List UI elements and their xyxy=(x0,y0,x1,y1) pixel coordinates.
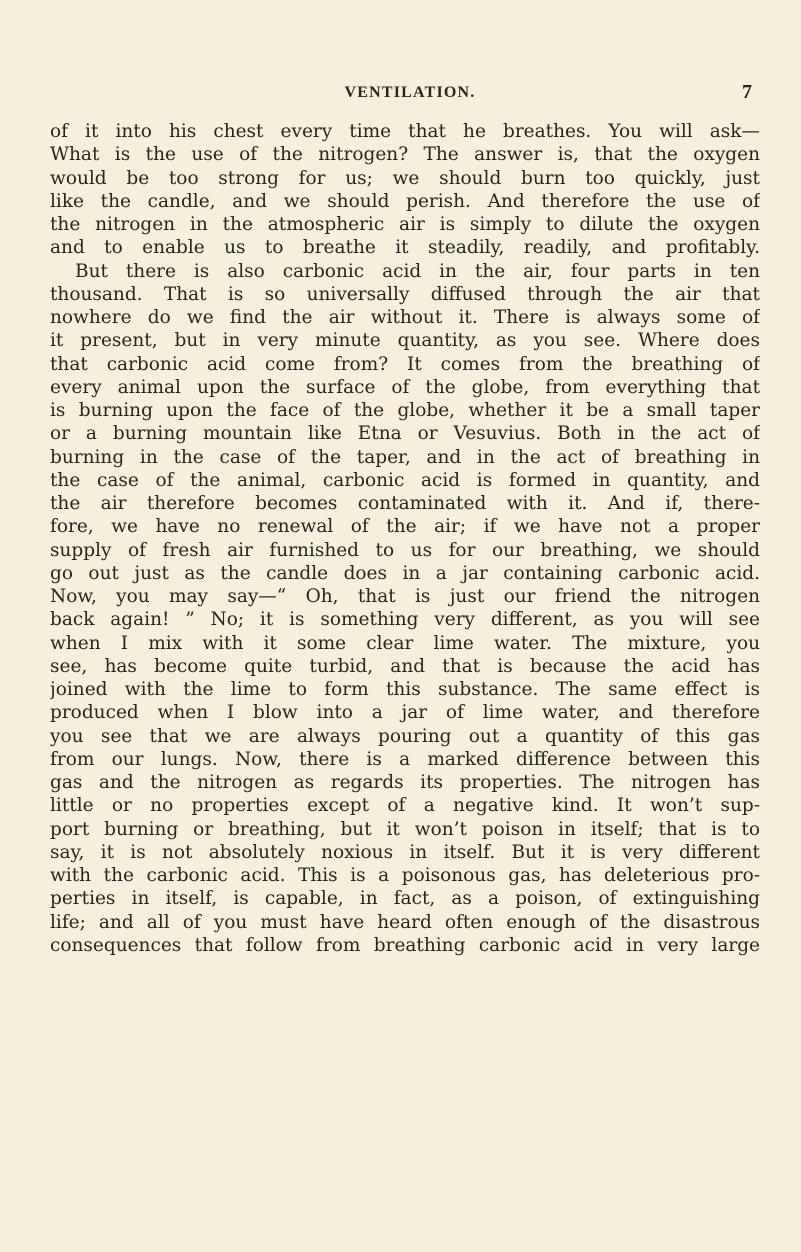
text-line: every animal upon the surface of the globe, from everything that xyxy=(50,376,760,398)
text-line: burning in the case of the taper, and in the act of breathing in xyxy=(50,446,760,468)
text-line: produced when I blow into a jar of lime water, and therefore xyxy=(50,702,760,724)
page-number: 7 xyxy=(742,81,752,103)
text-line: go out just as the candle does in a jar containing carbonic acid. xyxy=(50,562,760,584)
text-line: thousand. That is so universally diffused through the air that xyxy=(50,283,760,305)
text-line: life; and all of you must have heard often enough of the disastrous xyxy=(50,911,760,933)
text-line: you see that we are always pouring out a quantity of this gas xyxy=(50,725,760,747)
running-head xyxy=(60,81,760,114)
text-line: when I mix with it some clear lime water. The mixture, you xyxy=(50,632,760,654)
text-line: back again! ” No; it is something very different, as you will see xyxy=(50,609,760,631)
text-line: fore, we have no renewal of the air; if we have not a proper xyxy=(50,516,760,538)
text-line: nowhere do we find the air without it. There is always some of xyxy=(50,307,760,328)
text-line: say, it is not absolutely noxious in itself. But it is very different xyxy=(50,841,760,863)
text-line: Now, you may say—“ Oh, that is just our friend the nitrogen xyxy=(50,586,760,607)
text-line: from our lungs. Now, there is a marked difference between this xyxy=(50,748,760,770)
text-line: But there is also carbonic acid in the air, four parts in ten xyxy=(75,260,760,282)
text-line: like the candle, and we should perish. And therefore the use of xyxy=(50,190,760,212)
text-line: the case of the animal, carbonic acid is formed in quantity, and xyxy=(50,469,760,491)
text-line: consequences that follow from breathing carbonic acid in very large xyxy=(50,934,760,956)
running-title: VENTILATION. xyxy=(344,84,476,101)
text-line: gas and the nitrogen as regards its properties. The nitrogen has xyxy=(50,772,760,793)
text-line: see, has become quite turbid, and that is because the acid has xyxy=(50,655,760,677)
text-line: that carbonic acid come from? It comes from the breathing of xyxy=(50,353,760,375)
body-text xyxy=(50,120,760,957)
text-line: the nitrogen in the atmospheric air is simply to dilute the oxygen xyxy=(50,214,760,235)
text-line: with the carbonic acid. This is a poisonous gas, has deleterious pro- xyxy=(50,865,760,886)
text-line: the air therefore becomes contaminated with it. And if, there- xyxy=(50,493,760,514)
text-line: is burning upon the face of the globe, whether it be a small taper xyxy=(50,400,760,421)
text-line: it present, but in very minute quantity, as you see. Where does xyxy=(50,330,760,352)
text-line: What is the use of the nitrogen? The answer is, that the oxygen xyxy=(50,144,760,166)
text-line: and to enable us to breathe it steadily, readily, and profitably. xyxy=(50,237,760,259)
text-line: of it into his chest every time that he breathes. You will ask— xyxy=(50,121,760,142)
text-line: perties in itself, is capable, in fact, as a poison, of extinguishing xyxy=(50,888,760,910)
text-line: little or no properties except of a negative kind. It won’t sup- xyxy=(50,795,760,817)
text-line: port burning or breathing, but it won’t poison in itself; that is to xyxy=(50,818,760,840)
text-line: would be too strong for us; we should burn too quickly, just xyxy=(50,167,760,189)
text-line: supply of fresh air furnished to us for our breathing, we should xyxy=(50,539,760,561)
text-line: joined with the lime to form this substance. The same effect is xyxy=(50,679,760,700)
text-line: or a burning mountain like Etna or Vesuvius. Both in the act of xyxy=(50,423,760,445)
